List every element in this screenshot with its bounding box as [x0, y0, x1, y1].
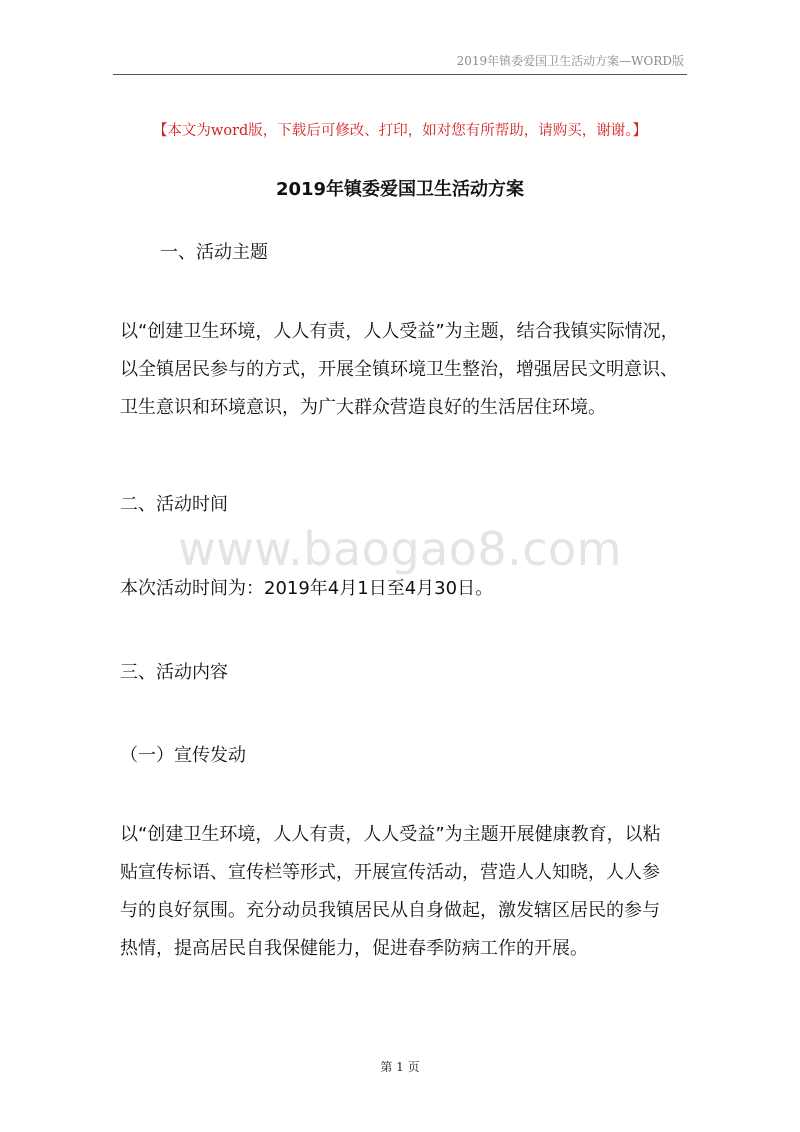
paragraph-publicity: [120, 816, 686, 968]
section-heading-theme: 一、活动主题: [160, 242, 268, 263]
subsection-heading-publicity: （一）宣传发动: [120, 745, 246, 766]
section-heading-content: 三、活动内容: [120, 662, 228, 683]
notice-banner: 【本文为word版，下载后可修改、打印，如对您有所帮助，请购买，谢谢。】: [152, 123, 648, 139]
section-heading-time: 二、活动时间: [120, 494, 228, 515]
paragraph-line: 以全镇居民参与的方式，开展全镇环境卫生整治，增强居民文明意识、: [120, 359, 678, 380]
paragraph-time: 本次活动时间为：2019年4月1日至4月30日。: [120, 578, 494, 599]
page-number: 第 1 页: [380, 1060, 420, 1074]
paragraph-line: 卫生意识和环境意识，为广大群众营造良好的生活居住环境。: [120, 397, 606, 418]
page-header-text: 2019年镇委爱国卫生活动方案—WORD版: [456, 54, 684, 68]
paragraph-line: 以“创建卫生环境，人人有责，人人受益”为主题开展健康教育，以粘: [120, 824, 661, 845]
paragraph-theme: [120, 313, 686, 427]
paragraph-line: 以“创建卫生环境，人人有责，人人受益”为主题，结合我镇实际情况，: [120, 321, 679, 342]
document-title: 2019年镇委爱国卫生活动方案: [275, 179, 525, 200]
paragraph-line: 与的良好氛围。充分动员我镇居民从自身做起，激发辖区居民的参与: [120, 900, 660, 921]
page-header-rule: [113, 74, 687, 75]
paragraph-line: 贴宣传标语、宣传栏等形式，开展宣传活动，营造人人知晓，人人参: [120, 862, 660, 883]
paragraph-line: 热情，提高居民自我保健能力，促进春季防病工作的开展。: [120, 938, 588, 959]
watermark: www.baogao8.com: [178, 522, 622, 576]
